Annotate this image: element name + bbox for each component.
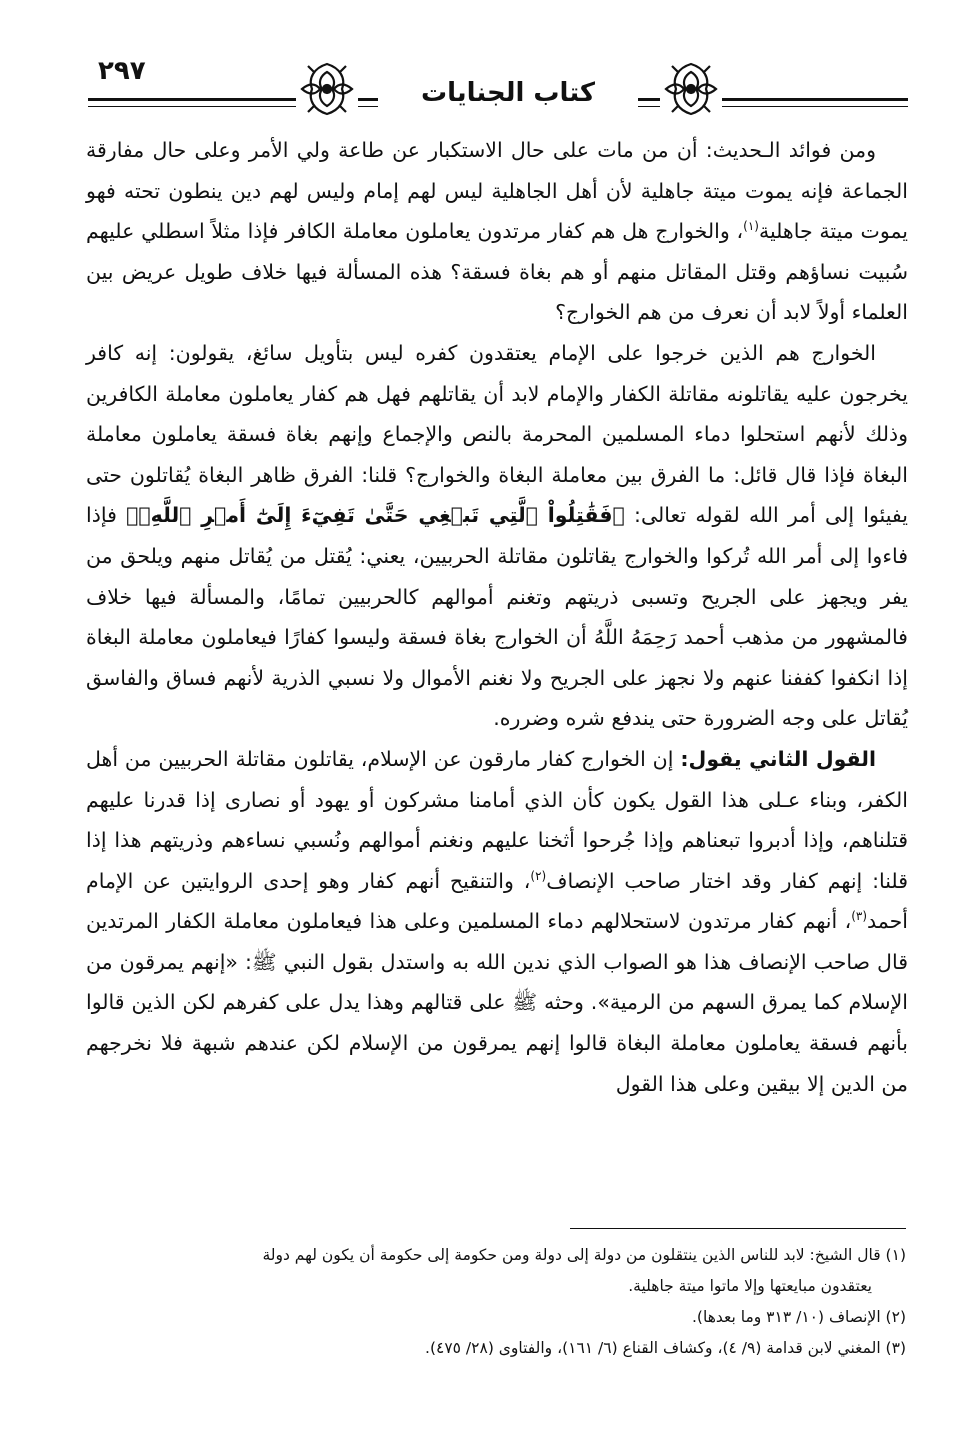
main-text	[86, 130, 908, 1104]
page-header	[88, 56, 908, 120]
footnote-1-continuation: يعتقدون مبايعتها وإلا ماتوا ميتة جاهلية.	[628, 1277, 872, 1295]
paragraph-3-text-c: ، أنهم كفار مرتدون لاستحلالهم دماء المسلمين وعلى هذا فيعاملون معاملة الكفار المرتدين قال صاحب الإنصاف هذا هو الصواب الذي ندين الله به واستدل بقول النبي ﷺ: «إنهم يمرقون من الإسلام كما يمرق السهم من الرمية». وحثه ﷺ على قتالهم وهذا يدل على كفرهم لكن الذين قالوا بأنهم فسقة يعاملون معاملة البغاة قالوا إنهم يمرقون من الإسلام لكن عندهم شبهة فلا نخرجهم من الدين إلا بيقين وعلى هذا القول	[86, 909, 908, 1096]
footnote-1: (١) قال الشيخ: لابد للناس الذين ينتقلون من دولة إلى دولة ومن حكومة إلى حكومة أن يكون لهم دولة	[262, 1246, 906, 1264]
paragraph-1-tail: ، والخوارج هل هم كفار مرتدون يعاملون معاملة الكافر فإذا مثلاً اسطلي عليهم سُبيت نساؤهم وقتل المقاتل منهم أو هم بغاة فسقة؟ هذه المسألة فيها خلاف طويل عريض بين العلماء أولاً لابد أن نعرف من هم الخوارج؟	[86, 219, 908, 325]
footnote-2: (٢) الإنصاف (١٠/ ٣١٣ وما بعدها).	[692, 1308, 906, 1326]
quran-verse: ﴿فَقَٰتِلُواْ ٱلَّتِي تَبۡغِي حَتَّىٰ تَفِيٓءَ إِلَىٰٓ أَمۡرِ ٱللَّهِۚ﴾	[126, 503, 625, 528]
footnote-ref-3: (٣)	[851, 909, 868, 924]
footnote-ref-2: (٢)	[530, 868, 547, 883]
paragraph-3-text-b: ، والتنقيح أنهم كفار وهو إحدى الروايتين عن الإمام أحمد	[86, 868, 908, 934]
footnote-ref-1: (١)	[743, 219, 759, 234]
footnote-3: (٣) المغني لابن قدامة (٩/ ٤)، وكشاف القناع (٦/ ١٦١)، والفتاوى (٢٨/ ٤٧٥).	[425, 1339, 906, 1357]
paragraph-3-lead: القول الثاني يقول:	[680, 746, 876, 771]
paragraph-2-text-b: فإذا فاءوا إلى أمر الله تُركوا والخوارج يقاتلون مقاتلة الحربيين، يعني: يُقتل من يُقاتل منهم ويلحق من يفر ويجهز على الجريح وتسبى ذريتهم وتغنم أموالهم كالحربيين تمامًا، والمسألة فيها خلاف فالمشهور من مذهب أحمد رَحِمَهُ اللَّهُ أن الخوارج بغاة فسقة وليسوا كفارًا فيعاملون معاملة البغاة إذا انكفوا كففنا عنهم ولا نجهز على الجريح ولا نغنم الأموال ولا نسبي الذرية لأنهم فساق والفاسق يُقاتل على وجه الضرورة حتى يندفع شره وضرره.	[86, 503, 908, 731]
footnote-separator	[570, 1228, 906, 1229]
paragraph-1	[86, 130, 908, 333]
floral-ornament-icon	[660, 58, 722, 120]
page-number: ٢٩٧	[98, 56, 146, 86]
footnotes	[86, 1240, 906, 1364]
paragraph-1-text: ومن فوائد الـحديث: أن من مات على حال الاستكبار عن طاعة ولي الأمر وعلى حال مفارقة الجماعة فإنه يموت ميتة جاهلية لأن أهل الجاهلية ليس لهم إمام وليس لهم دين ينطون تحته فهو يموت ميتة جاهلية	[86, 138, 908, 244]
paragraph-2-text-a: الخوارج هم الذين خرجوا على الإمام يعتقدون كفره ليس بتأويل سائغ، يقولون: إنه كافر يخرجون عليه يقاتلونه مقاتلة الكفار والإمام لابد أن يقاتلهم فهل هم كفار يعاملون معاملة الكافرين وذلك لأنهم استحلوا دماء المسلمين المحرمة بالنص والإجماع وإنهم بغاة فسقة يعاملون معاملة البغاة فإذا قال قائل: ما الفرق بين معاملة البغاة والخوارج؟ قلنا: الفرق ظاهر البغاة يُقاتلون حتى يفيئوا إلى أمر الله لقوله تعالى:	[86, 340, 909, 528]
floral-ornament-icon	[296, 58, 358, 120]
paragraph-3	[86, 739, 908, 1104]
book-title: كتاب الجنايات	[378, 78, 638, 108]
paragraph-3-text-a: إن الخوارج كفار مارقون عن الإسلام، يقاتلون مقاتلة الحربيين من أهل الكفر، وبناء عـلى هذا القول يكون كأن الذي أمامنا مشركون أو يهود أو نصارى إذا قدرنا عليهم قتلناهم، وإذا أدبروا تبعناهم وإذا جُرحوا أثخنا عليهم ونغنم أموالهم ونُسبي نساءهم وذريتهم هذا إذا قلنا: إنهم كفار وقد اختار صاحب الإنصاف	[86, 746, 908, 893]
paragraph-2	[86, 333, 908, 739]
